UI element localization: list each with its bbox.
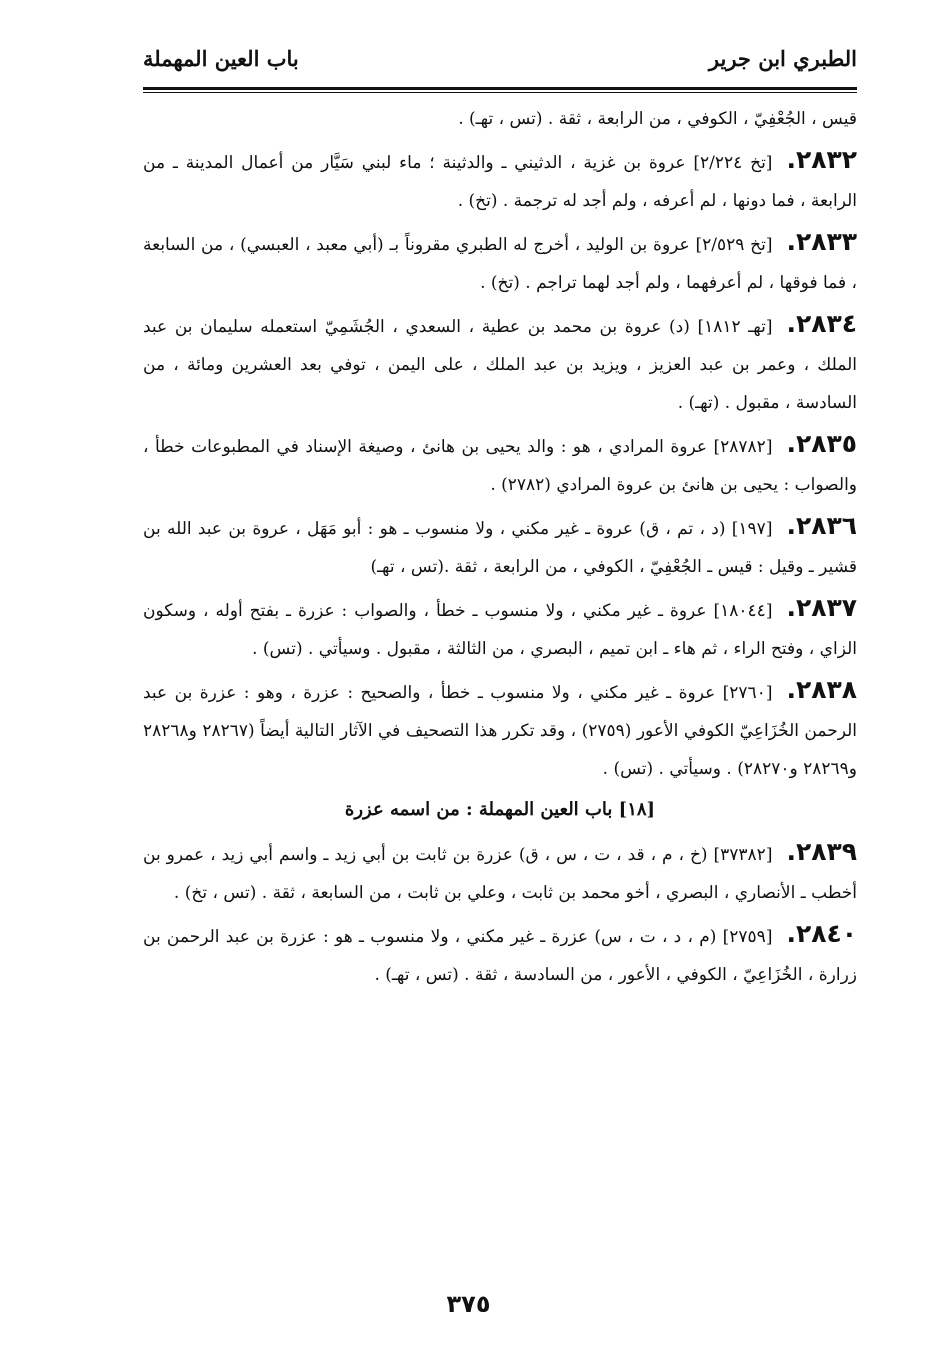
entry-2838 [143,671,857,788]
entry-continuation [143,100,857,138]
entry-text: [تخ ٢/٥٢٩] عروة بن الوليد ، أخرج له الطبري مقروناً بـ (أبي معبد ، العبسي) ، من السابعة ، فما فوقها ، لم أعرفهما ، ولم أجد لهما تراجم . (تخ) . [143,235,857,293]
entry-number: ٢٨٣٥. [786,429,857,458]
entry-number: ٢٨٣٨. [786,675,857,704]
header-rule-thick [143,87,857,90]
entry-2836 [143,507,857,586]
entry-number: ٢٨٣٦. [786,511,857,540]
entry-2832 [143,141,857,220]
page-body [143,100,857,997]
running-header [143,40,857,80]
entry-text: [١٨٠٤٤] عروة ـ غير مكني ، ولا منسوب ـ خطأ ، والصواب : عزرة ـ بفتح أوله ، وسكون الزاي ، وفتح الراء ، ثم هاء ـ ابن تميم ، البصري ، من الثالثة ، مقبول . وسيأتي . (تس) . [143,601,857,659]
entry-number: ٢٨٣٤. [786,309,857,338]
entry-text: قيس ، الجُعْفِيّ ، الكوفي ، من الرابعة ، ثقة . (تس ، تهـ) . [458,109,857,129]
page-number: ٣٧٥ [446,1290,491,1318]
entry-2833 [143,223,857,302]
entry-2840 [143,915,857,994]
entry-number: ٢٨٣٩. [786,837,857,866]
entry-number: ٢٨٣٢. [786,145,857,174]
entry-number: ٢٨٤٠. [786,919,857,948]
entry-2837 [143,589,857,668]
header-rule-thin [143,92,857,93]
entry-text: [٢٨٧٨٢] عروة المرادي ، هو : والد يحيى بن هانئ ، وصيغة الإسناد في المطبوعات خطأ ، والصواب : يحيى بن هانئ بن عروة المرادي (٢٧٨٢) . [143,437,857,495]
entry-2839 [143,833,857,912]
entry-2834 [143,305,857,422]
header-chapter-title: باب العين المهملة [143,46,299,71]
entry-text: [٢٧٦٠] عروة ـ غير مكني ، ولا منسوب ـ خطأ ، والصحيح : عزرة ، وهو : عزرة بن عبد الرحمن الخُزَاعِيّ الكوفي الأعور (٢٧٥٩) ، وقد تكرر هذا التصحيف في الآثار التالية أيضاً (٢٨٢٦٧ و٢٨٢٦٨ و٢٨٢٦٩ و٢٨٢٧٠) . وسيأتي . (تس) . [143,683,857,779]
entry-text: [١٩٧] (د ، تم ، ق) عروة ـ غير مكني ، ولا منسوب ـ هو : أبو مَهَل ، عروة بن عبد الله بن قشير ـ وقيل : قيس ـ الجُعْفِيّ ، الكوفي ، من الرابعة ، ثقة .(تس ، تهـ) [143,519,857,577]
entry-number: ٢٨٣٧. [786,593,857,622]
entry-text: [تخ ٢/٢٢٤] عروة بن غزية ، الدثيني ـ والدثينة ؛ ماء لبني سَيَّار من أعمال المدينة ـ من الرابعة ، فما دونها ، لم أعرفه ، ولم أجد له ترجمة . (تخ) . [143,153,857,211]
entry-text: [تهـ ١٨١٢] (د) عروة بن محمد بن عطية ، السعدي ، الجُشَمِيّ استعمله سليمان بن عبد الملك ، وعمر بن عبد العزيز ، ويزيد بن عبد الملك ، على اليمن ، توفي بعد العشرين ومائة ، من السادسة ، مقبول . (تهـ) . [143,317,857,413]
header-book-title: الطبري ابن جرير [708,46,857,71]
entry-number: ٢٨٣٣. [786,227,858,256]
entry-2835 [143,425,857,504]
section-heading: [١٨] باب العين المهملة : من اسمه عزرة [344,799,656,820]
entry-text: [٢٧٥٩] (م ، د ، ت ، س) عزرة ـ غير مكني ، ولا منسوب ـ هو : عزرة بن عبد الرحمن بن زرارة ، الخُزَاعِيّ ، الكوفي ، الأعور ، من السادسة ، ثقة . (تس ، تهـ) . [143,927,857,985]
entry-text: [٣٧٣٨٢] (خ ، م ، قد ، ت ، س ، ق) عزرة بن ثابت بن أبي زيد ـ واسم أبي زيد ، عمرو بن أخطب ـ الأنصاري ، البصري ، أخو محمد بن ثابت ، وعلي بن ثابت ، من السابعة ، ثقة . (تس ، تخ) . [143,845,857,903]
